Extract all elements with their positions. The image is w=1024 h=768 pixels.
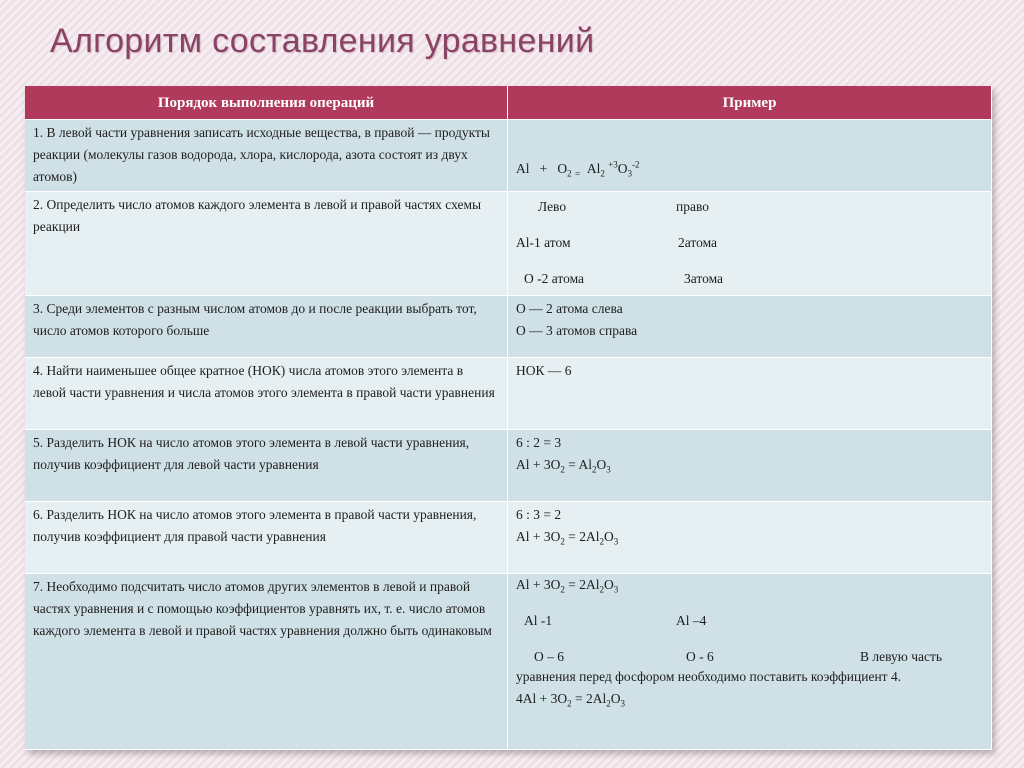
example-cell (508, 192, 992, 296)
example-line: НОК — 6 (516, 363, 572, 378)
o-count-left: О -2 атома (524, 271, 585, 286)
step-text: 2. Определить число атомов каждого элемента в левой и правой частях схемы реакции (25, 192, 508, 296)
al-count-left: Al-1 атом (516, 235, 571, 250)
al-count-left: Al -1 (524, 613, 553, 628)
table-row (25, 296, 992, 358)
final-equation: $4Al + 3O_2 = 2Al_2O_3$ (516, 691, 625, 709)
o-count-left: O – 6 (534, 649, 564, 664)
step-text: 1. В левой части уравнения записать исходные вещества, в правой — продукты реакции (молекулы газов водорода, хлора, кислорода, азота состоят из двух атомов) (25, 120, 508, 192)
example-line: О — 3 атомов справа (516, 323, 638, 338)
algorithm-table (25, 86, 992, 750)
table-row (25, 502, 992, 574)
step-text: 3. Среди элементов с разным числом атомов до и после реакции выбрать тот, число атомов которого больше (25, 296, 508, 358)
example-line: 6 : 2 = 3 (516, 435, 562, 450)
equation-line: $Al + 3O_2 = Al_2O_3$ (516, 457, 611, 475)
step-text: 7. Необходимо подсчитать число атомов других элементов в левой и правой частях уравнения и с помощью коэффициентов уравнять их, т. е. число атомов каждого элемента в левой и правой частях уравнения должно быть одинаковым (25, 574, 508, 750)
example-cell (508, 296, 992, 358)
table-row (25, 120, 992, 192)
example-cell (508, 430, 992, 502)
step-text: 5. Разделить НОК на число атомов этого элемента в левой части уравнения, получив коэффициент для левой части уравнения (25, 430, 508, 502)
note-text: уравнения перед фосфором необходимо поставить коэффициент 4. (516, 669, 902, 684)
o-count-right: O - 6 (686, 649, 714, 664)
note-text: В левую часть (860, 649, 943, 664)
slide-title: Алгоритм составления уравнений (50, 22, 595, 60)
table-row (25, 574, 992, 750)
step-text: 6. Разделить НОК на число атомов этого элемента в правой части уравнения, получив коэффициент для правой части уравнения (25, 502, 508, 574)
header-example: Пример (508, 86, 992, 120)
example-line: О — 2 атома слева (516, 301, 623, 316)
table-row (25, 358, 992, 430)
reaction-scheme: Al + $O_2$ $_=$ $Al_2$ $^{+3}O_3^{-2}$ (516, 159, 640, 179)
example-cell (508, 574, 992, 750)
example-line: 6 : 3 = 2 (516, 507, 562, 522)
example-cell (508, 120, 992, 192)
step-text: 4. Найти наименьшее общее кратное (НОК) числа атомов этого элемента в левой части уравнения и числа атомов этого элемента в правой части уравнения (25, 358, 508, 430)
example-cell (508, 358, 992, 430)
table-row (25, 430, 992, 502)
header-steps: Порядок выполнения операций (25, 86, 508, 120)
example-cell (508, 502, 992, 574)
table-header (25, 86, 992, 120)
label-right: право (676, 199, 709, 214)
equation-line: $Al + 3O_2 = 2Al_2O_3$ (516, 577, 619, 595)
label-left: Лево (538, 199, 567, 214)
al-count-right: Al –4 (676, 613, 707, 628)
equation-line: $Al + 3O_2 = 2Al_2O_3$ (516, 529, 619, 547)
table-row (25, 192, 992, 296)
o-count-right: 3атома (684, 271, 724, 286)
al-count-right: 2атома (678, 235, 718, 250)
